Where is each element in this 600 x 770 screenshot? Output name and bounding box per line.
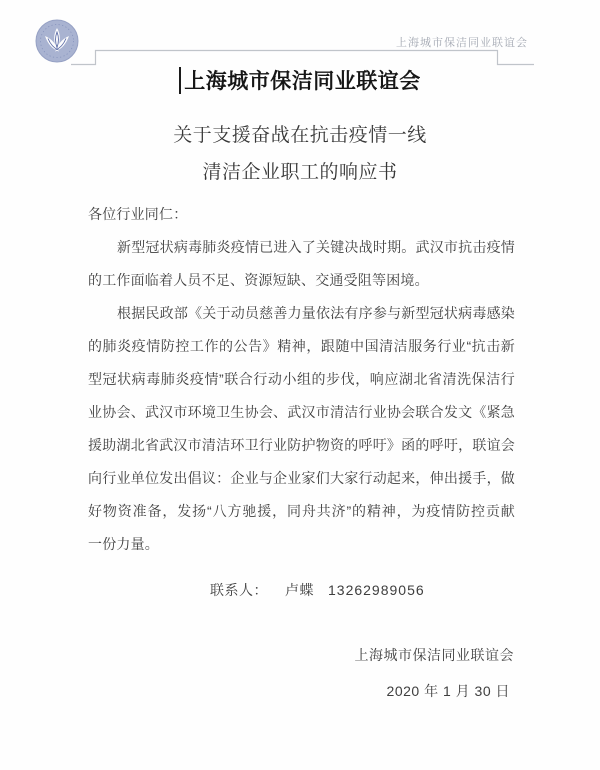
body-line: 型冠状病毒肺炎疫情”联合行动小组的步伐，响应湖北省清洗保洁行 xyxy=(88,371,515,387)
body-line: 的工作面临着人员不足、资源短缺、交通受阻等困境。 xyxy=(88,272,429,288)
document-body xyxy=(88,198,515,561)
signature-org: 上海城市保洁同业联谊会 xyxy=(354,647,514,663)
body-line: 援助湖北省武汉市清洁环卫行业防护物资的呼吁》函的呼吁，联谊会 xyxy=(88,437,515,453)
contact-line xyxy=(210,580,425,600)
subtitle-line-1: 关于支援奋战在抗击疫情一线 xyxy=(173,125,427,146)
text-cursor-caret xyxy=(179,67,181,94)
body-line: 新型冠状病毒肺炎疫情已进入了关键决战时期。武汉市抗击疫情 xyxy=(117,239,515,255)
document-subtitle xyxy=(0,117,600,191)
contact-label: 联系人： xyxy=(210,582,268,598)
letterhead-org-name: 上海城市保洁同业联谊会 xyxy=(396,37,528,49)
salutation: 各位行业同仁： xyxy=(88,206,188,222)
body-line: 向行业单位发出倡议：企业与企业家们大家行动起来，伸出援手，做 xyxy=(88,470,515,486)
body-line: 一份力量。 xyxy=(88,536,159,552)
subtitle-line-2: 清洁企业职工的响应书 xyxy=(202,162,398,183)
body-line: 的肺炎疫情防控工作的公告》精神，跟随中国清洁服务行业“抗击新 xyxy=(88,338,515,354)
body-line: 好物资准备，发扬“八方驰援，同舟共济”的精神，为疫情防控贡献 xyxy=(88,503,515,519)
contact-phone: 13262989056 xyxy=(328,582,425,598)
body-line: 根据民政部《关于动员慈善力量依法有序参与新型冠状病毒感染 xyxy=(117,305,515,321)
association-logo-icon xyxy=(35,19,79,63)
contact-name: 卢蝶 xyxy=(285,582,314,598)
body-line: 业协会、武汉市环境卫生协会、武汉市清洁行业协会联合发文《紧急 xyxy=(88,404,515,420)
document-date: 2020 年 1 月 30 日 xyxy=(386,683,510,699)
title-row xyxy=(0,64,600,96)
page-title: 上海城市保洁同业联谊会 xyxy=(184,70,421,93)
